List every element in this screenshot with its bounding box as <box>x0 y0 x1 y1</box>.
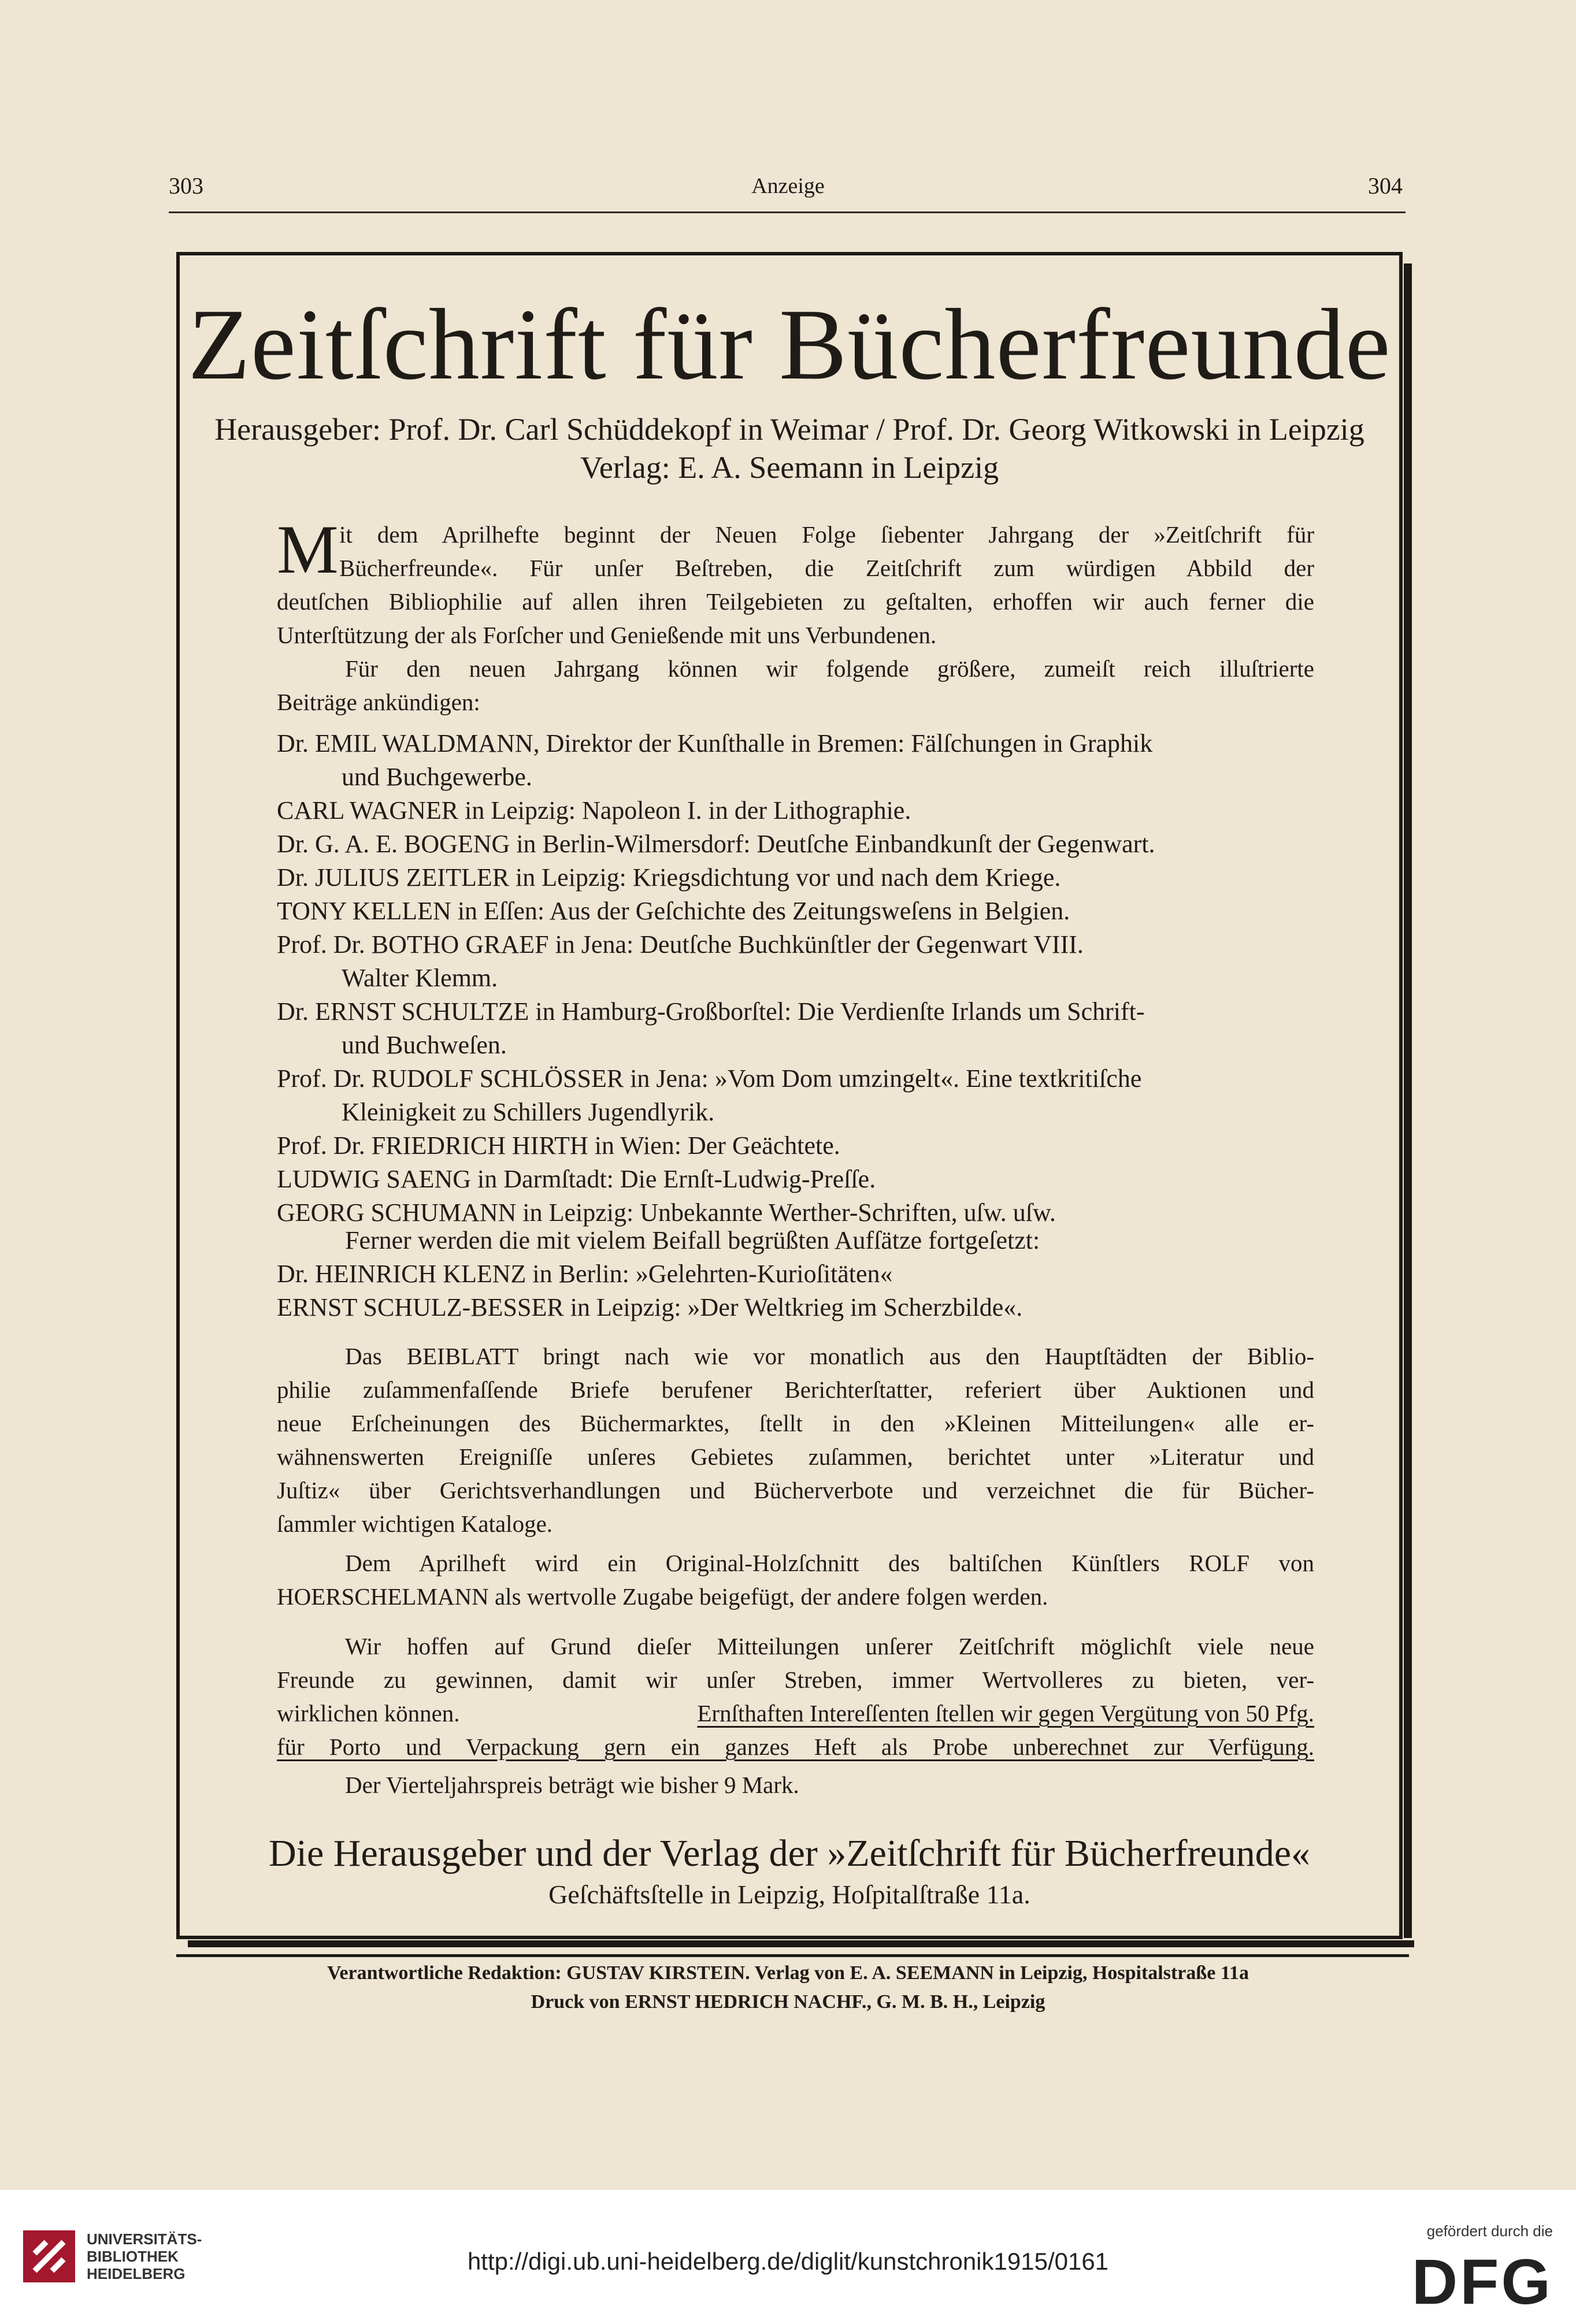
permalink-url[interactable]: http://digi.ub.uni-heidelberg.de/diglit/kunstchronik1915/0161 <box>467 2248 1109 2275</box>
hope-line: Freunde zu gewinnen, damit wir unſer Streben, immer Wertvolleres zu bieten, ver- <box>277 1666 1314 1693</box>
price-line: Der Vierteljahrspreis beträgt wie bisher 9 Mark. <box>345 1772 799 1798</box>
footer-rule <box>176 1954 1409 1957</box>
continued-essays <box>277 1224 1314 1324</box>
page-number-right: 304 <box>1368 173 1403 199</box>
sample-offer: Ernſthaften Intereſſenten ſtellen wir gegen Vergütung von 50 Pfg. <box>697 1700 1314 1727</box>
continued-intro: Ferner werden die mit vielem Beifall begrüßten Aufſätze fortgeſetzt: <box>345 1226 1040 1254</box>
beiblatt-line: wähnenswerten Ereigniſſe unſeres Gebietes zuſammen, berichtet unter »Literatur und <box>277 1443 1314 1470</box>
ad-title: Zeitſchrift für Bücherfreunde <box>188 288 1391 401</box>
beiblatt-line: ſammler wichtigen Kataloge. <box>277 1510 553 1537</box>
intro-line: deutſchen Bibliophilie auf allen ihren Teilgebieten zu geſtalten, erhoffen wir auch ferner die <box>277 588 1314 615</box>
contribution-item: GEORG SCHUMANN in Leipzig: Unbekannte Werther-Schriften, uſw. uſw. <box>277 1198 1056 1227</box>
sample-offer-cont: für Porto und Verpackung gern ein ganzes Heft als Probe unberechnet zur Verfügung. <box>277 1733 1314 1760</box>
contribution-item: Prof. Dr. RUDOLF SCHLÖSSER in Jena: »Vom Dom umzingelt«. Eine textkritiſche <box>277 1064 1142 1093</box>
beiblatt-line: Juſtiz« über Gerichtsverhandlungen und Bücherverbote und verzeichnet die für Bücher- <box>277 1477 1314 1503</box>
business-office: Geſchäftsſtelle in Leipzig, Hoſpitalſtraße 11a. <box>548 1880 1030 1909</box>
contribution-item-cont: Walter Klemm. <box>342 964 498 992</box>
contribution-item: Prof. Dr. FRIEDRICH HIRTH in Wien: Der Geächtete. <box>277 1131 840 1160</box>
contributions-list <box>277 727 1314 1230</box>
contribution-item: CARL WAGNER in Leipzig: Napoleon I. in der Lithographie. <box>277 796 911 825</box>
intro-line: Bücherfreunde«. Für unſer Beſtreben, die Zeitſchrift zum würdigen Abbild der <box>339 555 1314 581</box>
imprint-line-1: Verantwortliche Redaktion: GUSTAV KIRSTEIN. Verlag von E. A. SEEMANN in Leipzig, Hospitalstraße 11a <box>327 1962 1249 1984</box>
frame-shadow-bottom <box>188 1940 1414 1947</box>
hope-paragraph <box>277 1629 1314 1802</box>
contribution-item: Dr. EMIL WALDMANN, Direktor der Kunſthalle in Bremen: Fälſchungen in Graphik <box>277 729 1153 758</box>
hope-line-part: wirklichen können. <box>277 1700 460 1727</box>
contribution-item-cont: Kleinigkeit zu Schillers Jugendlyrik. <box>342 1098 715 1126</box>
announce-line: Für den neuen Jahrgang können wir folgende größere, zumeiſt reich illuſtrierte <box>345 655 1314 682</box>
digitization-bar <box>0 2190 1576 2324</box>
beiblatt-line: neue Erſcheinungen des Büchermarktes, ſtellt in den »Kleinen Mitteilungen« alle er- <box>277 1410 1314 1436</box>
header-rule <box>169 211 1406 213</box>
imprint-line-2: Druck von ERNST HEDRICH NACHF., G. M. B. H., Leipzig <box>531 1991 1045 2013</box>
contribution-item-cont: und Buchweſen. <box>342 1031 507 1059</box>
contribution-item: TONY KELLEN in Eſſen: Aus der Geſchichte des Zeitungsweſens in Belgien. <box>277 897 1070 925</box>
continued-item: ERNST SCHULZ-BESSER in Leipzig: »Der Weltkrieg im Scherzbilde«. <box>277 1293 1023 1321</box>
hope-line <box>277 1696 1314 1730</box>
funding-note: gefördert durch die <box>1426 2222 1553 2240</box>
beiblatt-paragraph <box>277 1339 1314 1540</box>
beiblatt-line: philie zuſammenfaſſende Briefe berufener Berichterſtatter, referiert über Auktionen und <box>277 1376 1314 1403</box>
closing-signature: Die Herausgeber und der Verlag der »Zeitſchrift für Bücherfreunde« <box>268 1832 1310 1874</box>
contribution-item: LUDWIG SAENG in Darmſtadt: Die Ernſt-Ludwig-Preſſe. <box>277 1165 876 1193</box>
contribution-item-cont: und Buchgewerbe. <box>342 763 532 791</box>
announce-line: Beiträge ankündigen: <box>277 689 480 715</box>
advertisement-frame <box>176 252 1403 1939</box>
intro-line: Unterſtützung der als Forſcher und Genießende mit uns Verbundenen. <box>277 622 937 648</box>
april-line: HOERSCHELMANN als wertvolle Zugabe beigefügt, der andere folgen werden. <box>277 1583 1048 1610</box>
intro-paragraph <box>277 511 1314 719</box>
library-name-line: HEIDELBERG <box>87 2265 186 2282</box>
contribution-item: Dr. JULIUS ZEITLER in Leipzig: Kriegsdichtung vor und nach dem Kriege. <box>277 863 1061 892</box>
april-paragraph <box>277 1546 1314 1613</box>
library-name-line: UNIVERSITÄTS- <box>87 2230 202 2248</box>
dfg-logo: DFG <box>1411 2247 1553 2318</box>
hope-line: Wir hoffen auf Grund dieſer Mitteilungen unſerer Zeitſchrift möglichſt viele neue <box>345 1633 1314 1660</box>
ad-publisher: Verlag: E. A. Seemann in Leipzig <box>580 450 999 485</box>
frame-shadow-right <box>1404 263 1412 1938</box>
intro-line: it dem Aprilhefte beginnt der Neuen Folge ſiebenter Jahrgang der »Zeitſchrift für <box>339 521 1314 548</box>
contribution-item: Dr. G. A. E. BOGENG in Berlin-Wilmersdorf: Deutſche Einbandkunſt der Gegenwart. <box>277 830 1155 858</box>
drop-cap: M <box>277 511 339 588</box>
ad-editors: Herausgeber: Prof. Dr. Carl Schüddekopf in Weimar / Prof. Dr. Georg Witkowski in Leipzig <box>214 412 1364 447</box>
page-header-title: Anzeige <box>751 174 825 198</box>
beiblatt-line: Das BEIBLATT bringt nach wie vor monatlich aus den Hauptſtädten der Biblio- <box>345 1343 1314 1369</box>
contribution-item: Dr. ERNST SCHULTZE in Hamburg-Großborſtel: Die Verdienſte Irlands um Schrift- <box>277 997 1145 1026</box>
april-line: Dem Aprilheft wird ein Original-Holzſchnitt des baltiſchen Künſtlers ROLF von <box>345 1550 1314 1576</box>
continued-item: Dr. HEINRICH KLENZ in Berlin: »Gelehrten-Kurioſitäten« <box>277 1260 893 1288</box>
contribution-item: Prof. Dr. BOTHO GRAEF in Jena: Deutſche Buchkünſtler der Gegenwart VIII. <box>277 930 1084 959</box>
page-number-left: 303 <box>169 173 203 199</box>
library-name-line: BIBLIOTHEK <box>87 2248 179 2265</box>
